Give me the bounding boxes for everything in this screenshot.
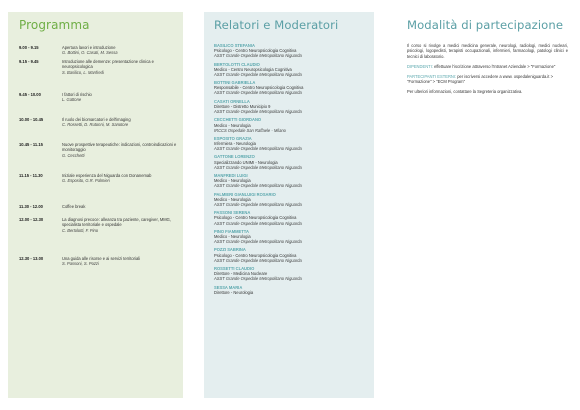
programma-row: [19, 217, 179, 256]
programma-row: [19, 45, 179, 59]
speaker-institution: ASST Grande Ospedale Metropolitano Niguarda: [214, 146, 302, 152]
speaker-name: PINO FIAMMETTA: [214, 228, 249, 234]
speaker-role: Psicologo - Centro Neuropsicologia Cognitiva: [214, 252, 297, 258]
session-title: Coffee break: [62, 204, 86, 209]
speaker-institution: ASST Grande Ospedale Metropolitano Niguarda: [214, 276, 302, 282]
speaker-role: Direttore - Distretto Municipio 9: [214, 103, 271, 109]
session-title: Iniziale esperienza del Niguarda con Donanemab: [62, 173, 152, 178]
relatori-panel: [204, 12, 374, 398]
session-time: 11.15 - 11.30: [19, 173, 43, 178]
speaker-name: SESSA MARIA: [214, 284, 243, 290]
speaker-name: BOTTINI GABRIELLA: [214, 80, 256, 86]
modalita-title: Modalità di partecipazione: [407, 18, 564, 32]
speaker-entry: [214, 229, 371, 244]
speaker-name: BERTOLOTTI CLAUDIO: [214, 61, 260, 67]
speaker-institution: ASST Grande Ospedale Metropolitano Niguarda: [214, 220, 302, 226]
session-speakers: G. Cecchetti: [62, 152, 85, 158]
relatori-list: [214, 43, 371, 298]
speaker-entry: [214, 173, 371, 188]
speaker-name: CASATI ORNELLA: [214, 98, 250, 104]
speaker-institution: ASST Grande Ospedale Metropolitano Niguarda: [214, 164, 302, 170]
dipendenti-text: effettuare l'iscrizione attraverso l'Intranet Aziendale > "Formazione": [432, 63, 556, 69]
programma-row: [19, 92, 179, 117]
speaker-name: POZZI SABRINA: [214, 247, 246, 253]
session-speakers: L. Gattone: [62, 97, 82, 103]
speaker-entry: [214, 266, 371, 281]
speaker-institution: ASST Grande Ospedale Metropolitano Niguarda: [214, 201, 302, 207]
speaker-role: Infermiera - Neurologia: [214, 141, 256, 147]
speaker-institution: ASST Grande Ospedale Metropolitano Niguarda: [214, 90, 302, 96]
speaker-entry: [214, 247, 371, 262]
speaker-role: Medico - Neurologia: [214, 233, 251, 239]
session-title: Introduzione alle demenze: presentazione clinica e neuropsicologica: [62, 59, 154, 70]
modalita-body: [407, 43, 568, 99]
speaker-name: BASILICO STEFANIA: [214, 43, 255, 48]
programma-row: [19, 173, 179, 204]
speaker-entry: [214, 80, 371, 95]
programma-panel: [8, 12, 183, 398]
session-time: 9.00 - 9.15: [19, 45, 39, 50]
speaker-institution: ASST Grande Ospedale Metropolitano Niguarda: [214, 71, 302, 77]
speaker-institution: IRCCS Ospedale San Raffaele - Milano: [214, 127, 286, 133]
speaker-name: MANFREDI LUIGI: [214, 173, 248, 179]
speaker-entry: [214, 62, 371, 77]
session-time: 9.45 - 10.00: [19, 92, 41, 97]
speaker-role: Medico - Centro Neuropsicologia Cognitiva: [214, 66, 292, 72]
session-title: Nuove prospettive terapeutiche: indicazioni, controindicazioni e monitoraggio: [62, 142, 177, 153]
speaker-role: Direttore - Neurologia: [214, 289, 254, 295]
session-speakers: C. Rossetti, D. Rutonni, M. Sanotore: [62, 122, 129, 128]
info-text: Per ulteriori informazioni, contattare la Segreteria organizzativa.: [407, 88, 523, 94]
speaker-entry: [214, 210, 371, 225]
programma-row: [19, 59, 179, 92]
target-audience-text: Il corso si rivolge a medici medicina generale, neurologi, radiologi, medici nucleari, psicologi, logopedisti, terapisti occupazionali, infermieri, farmacologi, patologi clinici e tecnici di laboratorio.: [407, 43, 568, 59]
session-speakers: S. Basilico, L. Manfredi: [62, 69, 104, 75]
speaker-institution: ASST Grande Ospedale Metropolitano Niguarda: [214, 183, 302, 189]
session-time: 10.45 - 11.15: [19, 142, 43, 147]
session-title: I fattori di rischio: [62, 92, 92, 97]
session-title: Il ruolo dei biomarcatori e dell'imaging: [62, 117, 131, 122]
dipendenti-label: DIPENDENTI:: [407, 63, 433, 69]
speaker-entry: [214, 192, 371, 207]
speaker-name: ESPOSITO GRAZIA: [214, 135, 252, 141]
esterni-text: per iscriversi accedere a www. ospedaleniguarda.it > "Formazione" > "ECM Program": [407, 73, 553, 85]
session-speakers: S. Passoni, S. Pozzi: [62, 261, 99, 267]
speaker-entry: [214, 117, 371, 132]
speaker-institution: ASST Grande Ospedale Metropolitano Niguarda: [214, 257, 302, 263]
modalita-panel: [397, 12, 572, 398]
programma-title: Programma: [19, 18, 90, 32]
session-title: Apertura lavori e introduzione: [62, 45, 116, 50]
speaker-role: Direttore - Medicina Nucleare: [214, 271, 268, 277]
speaker-role: Psicologo - Centro Neuropsicologia Cognitiva: [214, 215, 297, 221]
speaker-entry: [214, 43, 371, 58]
speaker-role: Responsabile - Centro Neuropsicologia Cognitiva: [214, 85, 304, 91]
session-time: 10.00 - 10.45: [19, 117, 44, 122]
speaker-role: Medico - Neurologia: [214, 178, 251, 184]
speaker-entry: [214, 285, 371, 295]
session-time: 9.15 - 9.45: [19, 59, 39, 64]
dipendenti-paragraph: [407, 64, 568, 69]
session-speakers: C. Bertolotti, F. Pino: [62, 227, 99, 233]
session-time: 11.30 - 12.00: [19, 204, 43, 209]
speaker-institution: ASST Grande Ospedale Metropolitano Niguarda: [214, 239, 302, 245]
session-title: Una guida alle risorse e ai servizi territoriali: [62, 256, 141, 261]
relatori-title: Relatori e Moderatori: [214, 18, 339, 32]
session-speakers: G. Bottini, O. Casati, M. Sessa: [62, 50, 118, 56]
speaker-entry: [214, 154, 371, 169]
speaker-name: PASSONI SERENA: [214, 210, 251, 216]
speaker-name: GATTONE LORENZO: [214, 154, 255, 160]
speaker-role: Medico - Neurologia: [214, 196, 251, 202]
speaker-role: Medico - Neurologia: [214, 122, 251, 128]
programma-list: [19, 45, 179, 272]
esterni-paragraph: [407, 74, 568, 85]
speaker-name: CECCHETTI GIORDANO: [214, 117, 262, 123]
speaker-institution: ASST Grande Ospedale Metropolitano Niguarda: [214, 53, 302, 59]
session-speakers: G. Esposito, G.R. Palmieri: [62, 178, 110, 184]
speaker-entry: [214, 136, 371, 151]
speaker-role: Specializzando UNIMI - Neurologia: [214, 159, 278, 165]
session-time: 12.00 - 12.30: [19, 217, 44, 222]
speaker-name: ROSSETTI CLAUDIO: [214, 265, 255, 271]
session-time: 12.30 - 13.00: [19, 256, 44, 261]
programma-row: [19, 204, 179, 217]
speaker-institution: ASST Grande Ospedale Metropolitano Niguarda: [214, 109, 302, 115]
programma-row: [19, 117, 179, 142]
esterni-label: PARTECIPANTI ESTERNI:: [407, 73, 457, 79]
programma-row: [19, 142, 179, 173]
session-title: La diagnosi precoce: alleanza tra paziente, caregiver, MMG, specialista territoriale e ospedale: [62, 217, 171, 228]
programma-row: [19, 256, 179, 272]
speaker-name: PALMIERI GIANLUIGI ROSARIO: [214, 191, 276, 197]
speaker-entry: [214, 99, 371, 114]
speaker-role: Psicologo - Centro Neuropsicologia Cognitiva: [214, 48, 297, 54]
